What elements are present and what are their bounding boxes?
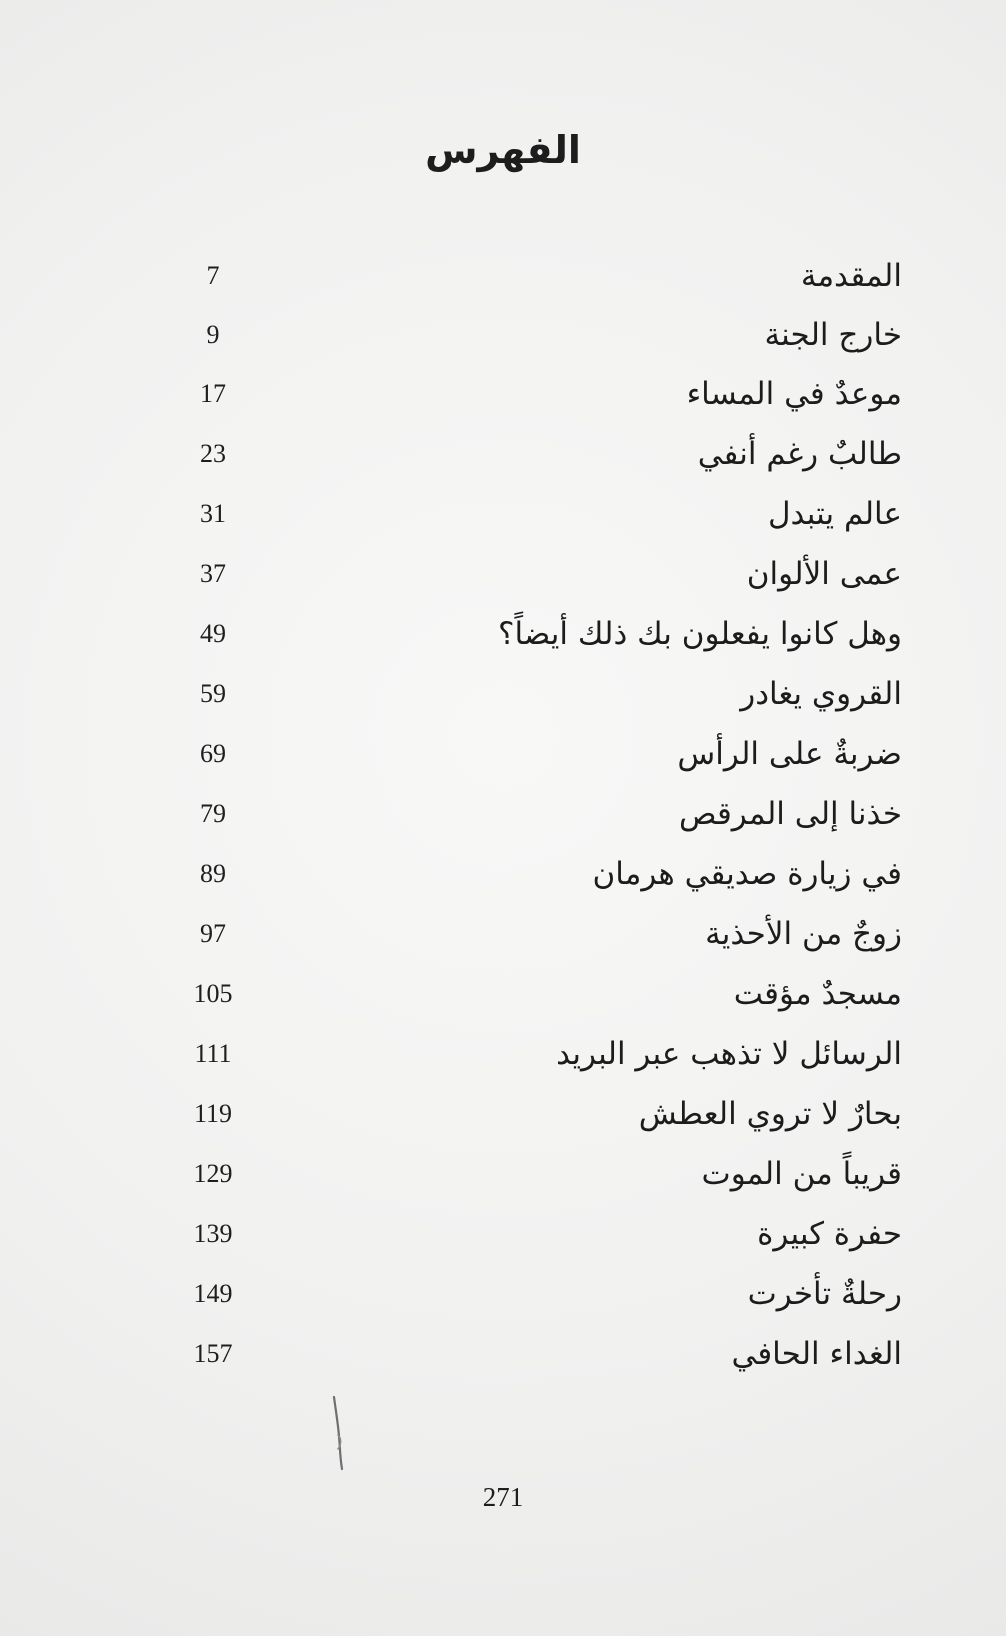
toc-entry-title: خذنا إلى المرقص (679, 796, 902, 832)
toc-row (0, 307, 1006, 363)
toc-entry-title: حفرة كبيرة (757, 1216, 902, 1252)
toc-entry-title: زوجٌ من الأحذية (705, 916, 902, 952)
toc-row (0, 426, 1006, 482)
toc-entry-page: 119 (193, 1099, 233, 1128)
toc-row (0, 966, 1006, 1022)
toc-row (0, 726, 1006, 782)
toc-entry-page: 89 (200, 859, 226, 888)
toc-row (0, 906, 1006, 962)
toc-entry-title: عمى الألوان (746, 556, 902, 592)
toc-entry-page: 129 (193, 1159, 233, 1188)
toc-entry-page: 97 (200, 919, 226, 948)
toc-row (0, 786, 1006, 842)
toc-entry-page: 149 (193, 1279, 233, 1308)
toc-row (0, 1266, 1006, 1322)
toc-row (0, 366, 1006, 422)
toc-entry-title: موعدٌ في المساء (686, 376, 902, 412)
toc-entry-page: 23 (200, 439, 226, 468)
toc-row (0, 546, 1006, 602)
toc-entry-title: ضربةٌ على الرأس (677, 736, 902, 772)
toc-row (0, 606, 1006, 662)
toc-row (0, 1026, 1006, 1082)
toc-row (0, 846, 1006, 902)
toc-entry-page: 7 (206, 261, 220, 290)
toc-entry-title: الغداء الحافي (731, 1336, 902, 1372)
toc-entry-title: القروي يغادر (740, 676, 902, 712)
toc-row (0, 486, 1006, 542)
toc-entry-title: بحارٌ لا تروي العطش (638, 1096, 902, 1132)
toc-row (0, 1146, 1006, 1202)
page-number: 271 (482, 1482, 524, 1512)
toc-entry-page: 139 (193, 1219, 233, 1248)
toc-row (0, 1326, 1006, 1382)
toc-entry-page: 157 (193, 1339, 233, 1368)
page-title: الفهرس (425, 128, 581, 172)
toc-entry-title: في زيارة صديقي هرمان (592, 856, 902, 892)
toc-entry-page: 17 (200, 379, 226, 408)
toc-entry-title: وهل كانوا يفعلون بك ذلك أيضاً؟ (498, 616, 902, 652)
toc-entry-title: الرسائل لا تذهب عبر البريد (556, 1036, 902, 1072)
pencil-mark (330, 1394, 346, 1472)
toc-entry-title: مسجدٌ مؤقت (733, 976, 902, 1012)
toc-row (0, 1206, 1006, 1262)
toc-entry-page: 37 (200, 559, 226, 588)
toc-row (0, 666, 1006, 722)
toc-entry-page: 31 (200, 499, 226, 528)
toc-entry-page: 69 (200, 739, 226, 768)
toc-row (0, 1086, 1006, 1142)
toc-entry-page: 49 (200, 619, 226, 648)
toc-entry-title: قريباً من الموت (701, 1156, 902, 1192)
toc-entry-page: 79 (200, 799, 226, 828)
toc-entry-page: 9 (206, 320, 220, 349)
toc-entry-page: 111 (194, 1039, 232, 1068)
toc-entry-page: 105 (193, 979, 233, 1008)
toc-entry-page: 59 (200, 679, 226, 708)
toc-entry-title: المقدمة (800, 258, 902, 294)
toc-entry-title: رحلةٌ تأخرت (747, 1276, 902, 1312)
toc-entry-title: طالبٌ رغم أنفي (697, 436, 902, 472)
toc-entry-title: عالم يتبدل (767, 496, 902, 532)
toc-row (0, 248, 1006, 304)
toc-entry-title: خارج الجنة (764, 317, 902, 353)
